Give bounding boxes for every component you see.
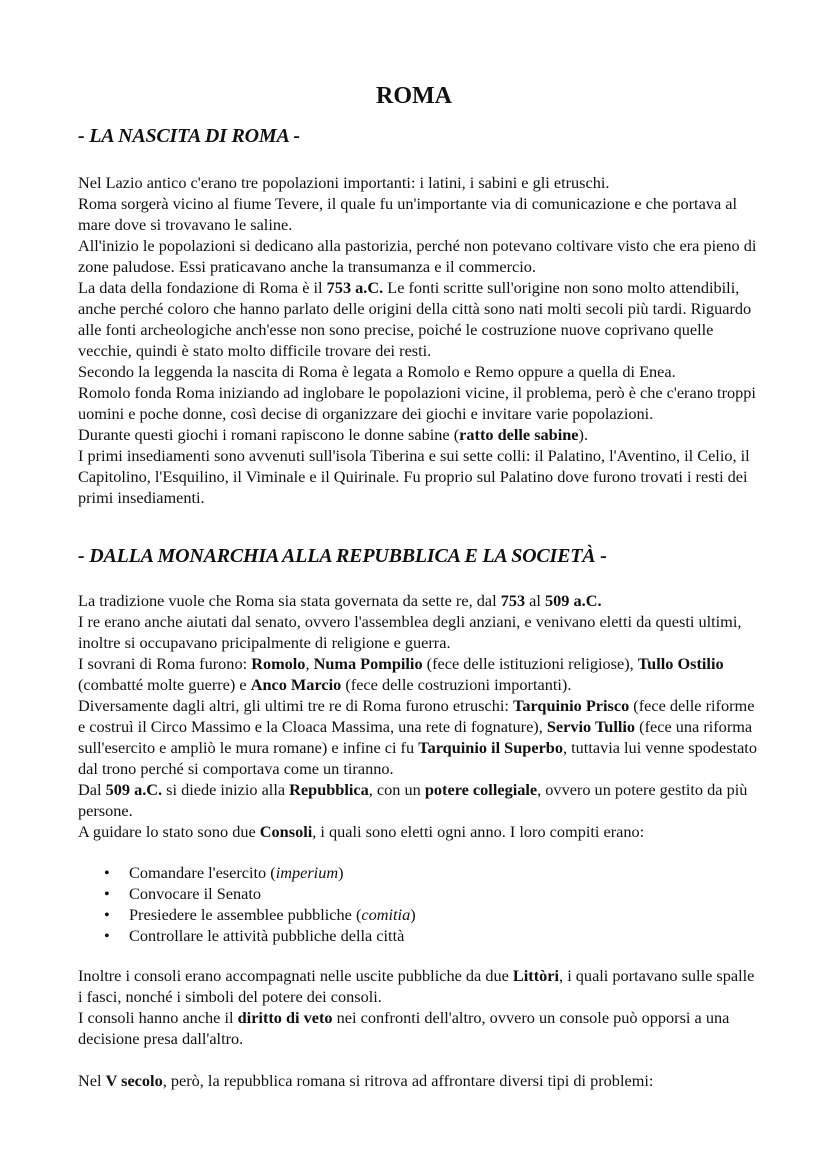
text-run: , tuttavia lui venne spodestato dal trono perché si comportava come un tiranno.	[78, 738, 757, 778]
paragraph	[78, 779, 758, 821]
paragraph	[78, 361, 758, 382]
paragraph	[78, 382, 758, 424]
section-heading-nascita: - LA NASCITA DI ROMA -	[78, 125, 300, 147]
paragraph	[78, 1070, 758, 1091]
text-run: (fece una riforma sull'esercito e ampliò le mura romane) e infine ci fu	[78, 717, 753, 757]
text-run: Comandare l'esercito (	[129, 863, 276, 882]
text-run: , i quali portavano sulle spalle i fasci, nonché i simboli del potere dei consoli.	[78, 966, 755, 1006]
bold-term: Romolo	[251, 654, 306, 673]
text-run: (fece delle istituzioni religiose),	[422, 654, 638, 673]
bold-term: Tarquinio il Superbo	[418, 738, 563, 757]
list-item	[104, 904, 704, 925]
text-run: ).	[578, 425, 589, 444]
text-run: Nel	[78, 1071, 106, 1090]
text-run: (fece delle riforme e costruì il Circo Massimo e la Cloaca Massima, una rete di fognature),	[78, 696, 755, 736]
bold-term: ratto delle sabine	[459, 425, 579, 444]
bold-term: 753	[500, 591, 526, 610]
text-run: Convocare il Senato	[129, 884, 262, 903]
text-run: , con un	[368, 780, 425, 799]
bold-term: diritto di veto	[237, 1008, 333, 1027]
text-run: Secondo la leggenda la nascita di Roma è legata a Romolo e Remo oppure a quella di Enea.	[78, 362, 676, 381]
text-run: La data della fondazione di Roma è il	[78, 278, 327, 297]
text-run: I primi insediamenti sono avvenuti sull'isola Tiberina e sui sette colli: il Palatino, l'Aventino, il Celio, il Capitolino, l'Esquilino, il Viminale e il Quirinale. Fu proprio sul Palatino dove furono trovati i resti dei primi insediamenti.	[78, 446, 750, 507]
text-run: Diversamente dagli altri, gli ultimi tre re di Roma furono etruschi:	[78, 696, 513, 715]
text-run: I sovrani di Roma furono:	[78, 654, 252, 673]
text-run: Le fonti scritte sull'origine non sono molto attendibili, anche perché coloro che hanno parlato delle origini della città sono nati molti secoli più tardi. Riguardo alle fonti archeologiche anch'esse non sono precise, poiché le costruzione nuove coprivano quelle vecchie, quindi è stato molto difficile trovare dei resti.	[78, 278, 752, 360]
text-run: Dal	[78, 780, 106, 799]
paragraph	[78, 277, 758, 361]
consoli-duties-list	[104, 862, 704, 946]
italic-term: imperium	[275, 863, 339, 882]
list-item	[104, 862, 704, 883]
paragraph	[78, 1007, 758, 1049]
text-run: (fece delle costruzioni importanti).	[341, 675, 572, 694]
bullet-icon: •	[104, 884, 110, 903]
italic-term: comitia	[361, 905, 411, 924]
paragraph	[78, 821, 758, 842]
text-run: Controllare le attività pubbliche della città	[129, 926, 405, 945]
bold-term: potere collegiale	[424, 780, 538, 799]
text-run: al	[525, 591, 545, 610]
section-body-littori-veto	[78, 965, 758, 1049]
bullet-icon: •	[104, 863, 110, 882]
text-run: All'inizio le popolazioni si dedicano alla pastorizia, perché non potevano coltivare visto che era pieno di zone paludose. Essi praticavano anche la transumanza e il commercio.	[78, 236, 757, 276]
bullet-icon: •	[104, 926, 110, 945]
paragraph	[78, 611, 758, 653]
text-run: Durante questi giochi i romani rapiscono le donne sabine (	[78, 425, 460, 444]
bold-term: Repubblica	[289, 780, 369, 799]
bold-term: Consoli	[259, 822, 313, 841]
text-run: La tradizione vuole che Roma sia stata governata da sette re, dal	[78, 591, 501, 610]
paragraph	[78, 590, 758, 611]
bold-term: 509 a.C.	[545, 591, 602, 610]
bold-term: Littòri	[512, 966, 560, 985]
text-run: , ovvero un potere gestito da più persone.	[78, 780, 748, 820]
bold-term: Numa Pompilio	[313, 654, 423, 673]
paragraph	[78, 695, 758, 779]
text-run: I consoli hanno anche il	[78, 1008, 238, 1027]
text-run: , però, la repubblica romana si ritrova ad affrontare diversi tipi di problemi:	[162, 1071, 654, 1090]
bold-term: 753 a.C.	[326, 278, 384, 297]
paragraph	[78, 653, 758, 695]
text-run: nei confronti dell'altro, ovvero un console può opporsi a una decisione presa dall'altro.	[78, 1008, 730, 1048]
paragraph	[78, 235, 758, 277]
list-item	[104, 925, 704, 946]
text-run: Romolo fonda Roma iniziando ad inglobare le popolazioni vicine, il problema, però è che c'erano troppi uomini e poche donne, così decise di organizzare dei giochi e invitare varie popolazioni.	[78, 383, 756, 423]
section-body-nascita	[78, 172, 758, 508]
paragraph	[78, 424, 758, 445]
text-run: Nel Lazio antico c'erano tre popolazioni importanti: i latini, i sabini e gli etruschi.	[78, 173, 610, 192]
bold-term: Tarquinio Prisco	[512, 696, 630, 715]
text-run: Inoltre i consoli erano accompagnati nelle uscite pubbliche da due	[78, 966, 513, 985]
paragraph	[78, 445, 758, 508]
list-item	[104, 883, 704, 904]
section-heading-monarchia-repubblica: - DALLA MONARCHIA ALLA REPUBBLICA E LA SOCIETÀ -	[78, 545, 607, 567]
section-body-v-secolo	[78, 1070, 758, 1091]
bold-term: Anco Marcio	[250, 675, 342, 694]
section-body-monarchia	[78, 590, 758, 842]
text-run: A guidare lo stato sono due	[78, 822, 260, 841]
bullet-icon: •	[104, 905, 110, 924]
bold-term: Tullo Ostilio	[637, 654, 724, 673]
paragraph	[78, 172, 758, 193]
text-run: si diede inizio alla	[162, 780, 290, 799]
text-run: (combatté molte guerre) e	[78, 675, 251, 694]
document-title: ROMA	[376, 83, 452, 109]
bold-term: V secolo	[105, 1071, 163, 1090]
text-run: )	[410, 905, 416, 924]
text-run: ,	[305, 654, 314, 673]
bold-term: 509 a.C.	[105, 780, 163, 799]
text-run: Roma sorgerà vicino al fiume Tevere, il quale fu un'importante via di comunicazione e che portava al mare dove si trovavano le saline.	[78, 194, 737, 234]
paragraph	[78, 193, 758, 235]
text-run: )	[338, 863, 344, 882]
text-run: Presiedere le assemblee pubbliche (	[129, 905, 362, 924]
text-run: I re erano anche aiutati dal senato, ovvero l'assemblea degli anziani, e venivano eletti da questi ultimi, inoltre si occupavano pricipalmente di religione e guerra.	[78, 612, 742, 652]
bold-term: Servio Tullio	[546, 717, 636, 736]
paragraph	[78, 965, 758, 1007]
text-run: , i quali sono eletti ogni anno. I loro compiti erano:	[312, 822, 645, 841]
